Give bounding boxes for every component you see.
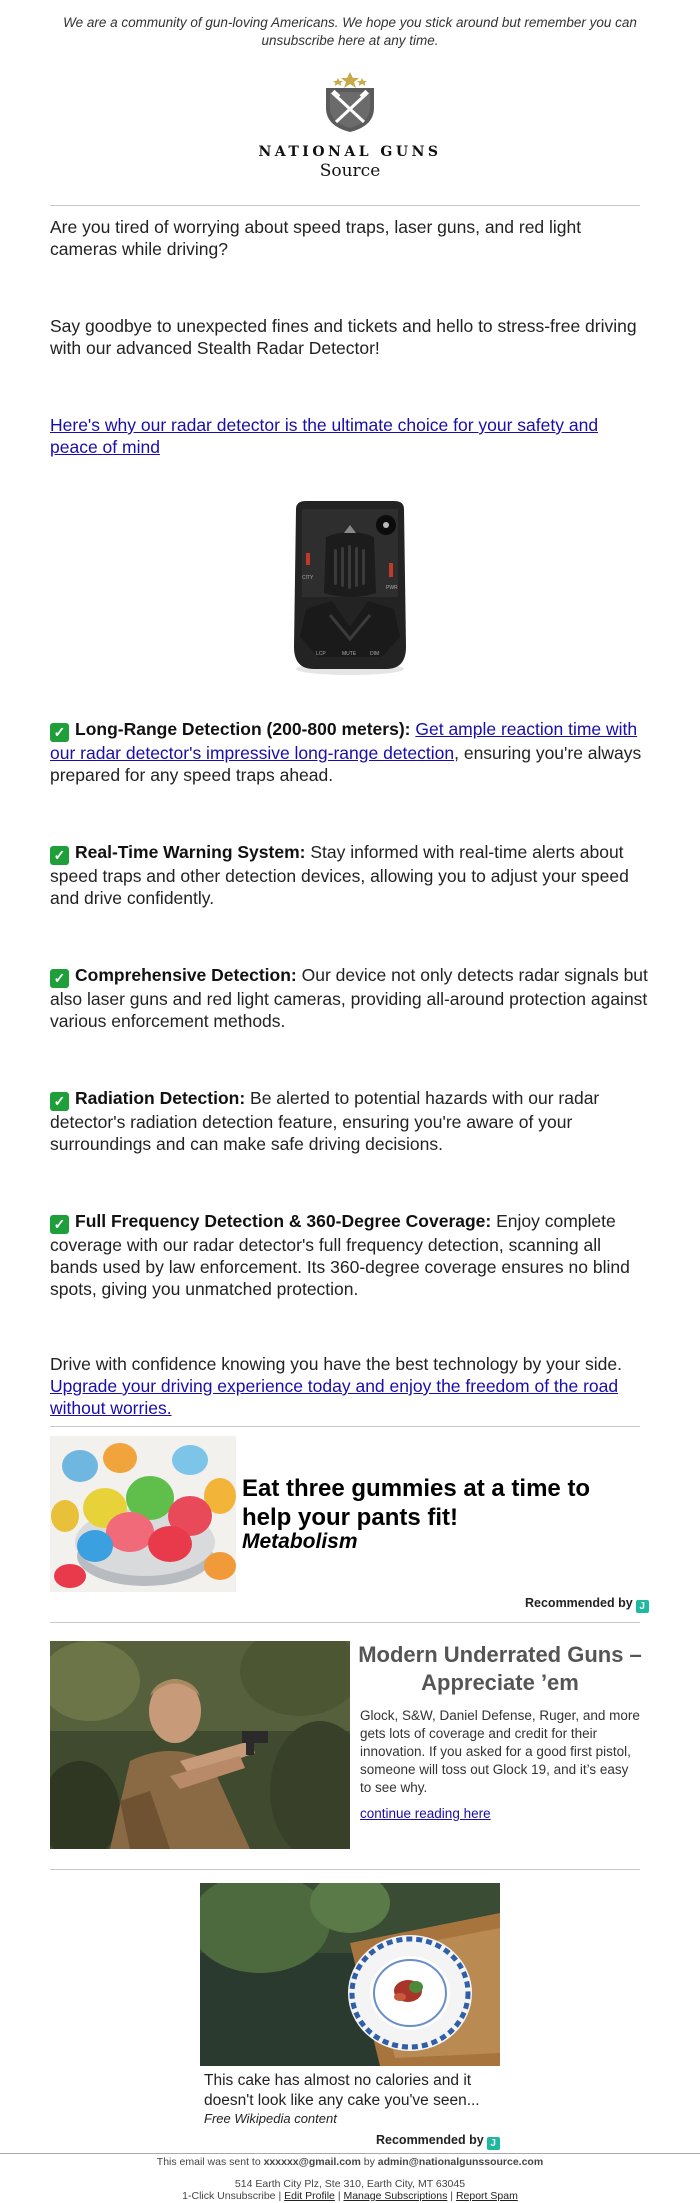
- divider: [50, 205, 640, 206]
- continue-reading-link[interactable]: continue reading here: [360, 1806, 491, 1821]
- check-mark-icon: ✓: [50, 723, 69, 742]
- national-guns-logo[interactable]: [250, 70, 450, 181]
- manage-subscriptions-link[interactable]: Manage Subscriptions: [343, 2190, 448, 2202]
- recommended-by[interactable]: [525, 1596, 649, 1613]
- feature-title: Long-Range Detection (200-800 meters):: [75, 719, 411, 739]
- footer-links: [0, 2190, 700, 2202]
- recommender-logo-icon: J: [487, 2137, 500, 2150]
- feature-text: Stay informed with real-time alerts about speed traps and other detection devices, allowing you to adjust your speed and drive confidently.: [50, 842, 629, 908]
- intro-paragraph-2: Say goodbye to unexpected fines and tickets and hello to stress-free driving with our advanced Stealth Radar Detector!: [50, 316, 637, 358]
- footer-sent-to: [0, 2156, 700, 2168]
- recommended-by-label: Recommended by: [525, 1596, 633, 1610]
- guns-article-body: Glock, S&W, Daniel Defense, Ruger, and more gets lots of coverage and credit for their innovation. If you asked for a good first pistol, someone will toss out Glock 19, and it’s easy to see why.: [360, 1708, 640, 1795]
- feature-item: [50, 964, 650, 1032]
- gummies-ad-image[interactable]: [50, 1436, 236, 1592]
- sender-email: admin@nationalgunssource.com: [377, 2156, 544, 2168]
- device-button-label-lcp: LCP: [316, 651, 326, 657]
- feature-text: Enjoy complete coverage with our radar detector's full frequency detection, scanning all bands used by law enforcement. Its 360-degree coverage ensures no blind spots, giving you unmatched protection.: [50, 1211, 630, 1299]
- gummies-ad-subtitle: Metabolism: [242, 1530, 358, 1553]
- logo-wordmark-top: NATIONAL GUNS: [258, 144, 442, 160]
- feature-title: Real-Time Warning System:: [75, 842, 306, 862]
- check-mark-icon: ✓: [50, 969, 69, 988]
- footer-sent-prefix: This email was sent to: [156, 2156, 261, 2168]
- device-button-label-mute: MUTE: [342, 651, 357, 657]
- check-mark-icon: ✓: [50, 846, 69, 865]
- gummies-ad-title[interactable]: Eat three gummies at a time to help your pants fit!: [242, 1475, 591, 1531]
- cake-ad-image[interactable]: [200, 1883, 500, 2066]
- feature-item: [50, 1210, 650, 1300]
- headline-link[interactable]: Here's why our radar detector is the ultimate choice for your safety and peace of mind: [50, 415, 599, 457]
- footer-separator: |: [337, 2190, 341, 2202]
- edit-profile-link[interactable]: Edit Profile: [284, 2190, 335, 2202]
- closing-link[interactable]: Upgrade your driving experience today and enjoy the freedom of the road without worries.: [50, 1376, 619, 1418]
- one-click-unsubscribe[interactable]: 1-Click Unsubscribe: [182, 2190, 276, 2202]
- headline-link-paragraph: [50, 414, 650, 458]
- footer-address: 514 Earth City Plz, Ste 310, Earth City, MT 63045: [234, 2178, 466, 2190]
- intro-paragraph-1: Are you tired of worrying about speed traps, laser guns, and red light cameras while driving?: [50, 217, 582, 259]
- feature-item: [50, 718, 650, 786]
- closing-text: Drive with confidence knowing you have the best technology by your side.: [50, 1354, 622, 1374]
- closing-paragraph: [50, 1353, 650, 1419]
- device-side-label-city: CITY: [302, 575, 314, 581]
- shield-crossed-rifles-icon: [322, 70, 378, 134]
- footer-by: by: [363, 2156, 375, 2168]
- recommender-logo-icon: J: [636, 1600, 649, 1613]
- divider: [50, 1869, 640, 1870]
- divider: [50, 1426, 640, 1427]
- cake-ad-title[interactable]: This cake has almost no calories and it doesn't look like any cake you've seen...: [204, 2072, 480, 2109]
- device-side-label-power: PWR: [386, 585, 398, 591]
- feature-title: Radiation Detection:: [75, 1088, 246, 1108]
- divider: [50, 1622, 640, 1623]
- cake-ad-subtitle: Free Wikipedia content: [204, 2111, 337, 2126]
- preheader-text: We are a community of gun-loving Americans. We hope you stick around but remember you can unsubscribe here at any time.: [63, 15, 637, 48]
- guns-article-title[interactable]: Modern Underrated Guns – Appreciate ’em: [358, 1642, 642, 1695]
- check-mark-icon: ✓: [50, 1092, 69, 1111]
- feature-text: Be alerted to potential hazards with our radar detector's radiation detection feature, ensuring you're aware of your surroundings and can make safe driving decisions.: [50, 1088, 600, 1154]
- feature-text: Our device not only detects radar signals but also laser guns and red light cameras, providing all-around protection against various enforcement methods.: [50, 965, 648, 1031]
- feature-title: Full Frequency Detection & 360-Degree Coverage:: [75, 1211, 492, 1231]
- footer-separator: |: [450, 2190, 454, 2202]
- logo-wordmark-bottom: Source: [319, 161, 381, 181]
- recommended-by-label: Recommended by: [376, 2133, 484, 2147]
- report-spam-link[interactable]: Report Spam: [455, 2190, 518, 2202]
- feature-item: [50, 1087, 650, 1155]
- check-mark-icon: ✓: [50, 1215, 69, 1234]
- feature-item: [50, 841, 650, 909]
- device-button-label-dim: DIM: [370, 651, 380, 657]
- feature-title: Comprehensive Detection:: [75, 965, 297, 985]
- radar-detector-image[interactable]: [286, 497, 414, 682]
- footer-divider: [0, 2153, 700, 2154]
- feature-link[interactable]: Get ample reaction time with our radar detector's impressive long-range detection: [50, 719, 638, 763]
- feature-text: , ensuring you're always prepared for any speed traps ahead.: [50, 743, 642, 785]
- guns-article-image[interactable]: [50, 1641, 350, 1849]
- footer-separator: |: [278, 2190, 282, 2202]
- recommended-by[interactable]: [376, 2133, 500, 2150]
- recipient-email: xxxxxx@gmail.com: [263, 2156, 361, 2168]
